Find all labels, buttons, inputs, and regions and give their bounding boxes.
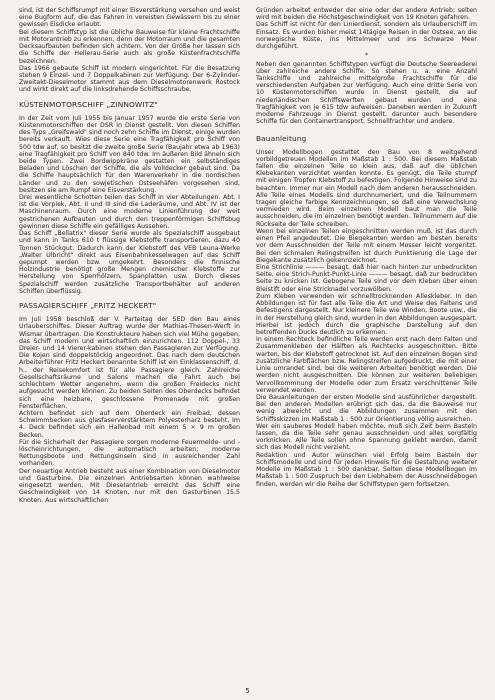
paragraph: In einem Rechteck befindliche Teile werden erst nach dem Falten und Zusammenkleben der Hälften als Rechtecks ausgeschnitten. Bitte warten, bis der Klebstoff getrocknet ist. Auf den einzelnen Bogen sind zusätzliche Farbflächen bzw. Relingstreifen aufgedruckt, die mit einer Linie umrandet sind, bei die weiteren Arbeiten benötigt werden. Die werden nicht ausgeschnitten. Die können zur weiteren beliebigen Vervollkommnung der Modelle oder zum Ersatz verschnittener Teile verwendet werden. [256,336,477,394]
paragraph: Bei diesem Schiffstyp ist die übliche Bauweise für kleine Frachtschiffe mit Motorantrieb zu erkennen, denn der Motorraum und die gesamten Decksaufbauten befinden sich achtern. Von der Größe her lassen sich die Schiffe der Hellerau-Serie auch als große Küstenfrachtschiffe bezeichnen. [19,28,240,65]
section-heading-fritz-heckert: PASSAGIERSCHIFF „FRITZ HECKERT" [19,301,157,311]
text-columns [19,7,477,504]
paragraph: Zum Kleben verwenden wir schnelltrocknenden Alleskleber. In den Abbildungen ist für fast alle Teile die Art und Weise des Faltens und Befestigens dargestellt. Nur kleinere Teile wie Winden, Boote usw., die in der Herstellung gleich sind, wurden in den Abbildungen ausgespart. Hierbei ist jedoch durch die graphische Darstellung auf den betreffenden Ducks deutlich zu erkennen. [256,292,477,336]
paragraph: Eine Strichlinie ——— besagt, daß hier nach hinten zur unbedruckten Seite, eine Strich-Punkt-Punkt-Linie ——— besagt, daß zur bedruckten Seite zu knicken ist. Gebogene Teile sind vor dem Kleben über einen Bleistift oder eine Stricknadel vorzuwölben. [256,264,477,293]
paragraph: Im Juli 1958 beschloß der V. Parteitag der SED den Bau eines Urlauberschiffes. Dieser Auftrag wurde der Mathias-Thesen-Werft in Wismar übertragen. Die Konstrukteure haben sich viel Mühe gegeben, das Schiff modern und wirtschaftlich einzurichten. 112 Doppel-, 33 Dreier- und 14 Vierer-kabinen stehen den Passagieren zur Verfügung. Die Kojen sind doppelstöckig angeordnet. Das nach dem deutschen Arbeiterführer Fritz Heckert benannte Schiff ist ein Einklassenschiff, d. h., der Reisekomfort ist für alle Passagiere gleich. Zahlreiche Gesellschaftsräume und Salons machen die Fahrt auch bei schlechtem Wetter angenehm, wenn die großen Freidecks nicht aufgesucht werden können. Zu beiden Seiten des Oberdecks befindet sich eine heizbare, geschlossene Promenade mit großen Fensterflächen. [19,316,240,410]
paragraph: In der Zeit vom Juli 1955 bis Januar 1957 wurde die erste Serie von Küstenmotorschiffen der DSR in Dienst gestellt. Von diesen Schiffen des Typs „Greifswald" sind noch zehn Schiffe im Dienst, einige wurden bereits verkauft. Wies diese Serie eine Tragfähigkeit pro Schiff von 500 tdw auf, so besitzt die zweite große Serie (Baujahr etwa ab 1963) eine Tragfähigkeit pro Schiff von 840 tdw. Im äußeren Bild ähneln sich beide Typen. Zwei Bordwippkräne gestatten ein selbständiges Beladen und Löschen der Schiffe, die als Volldecker gebaut sind. Da die Schiffe hauptsächlich für den Warenverkehr in die nordischen Länder und zu den sowjetischen Ostseehäfen vorgesehen sind, besitzen sie am Rumpf eine Eisverstärkung. [19,114,240,194]
section-heading-bauanleitung: Bauanleitung [256,133,307,143]
paragraph: Das Schiff „Bellatrix" dieser Serie wurde als Spezialschiff ausgebaut und kann in Tanks 610 t flüssige Klebstoffe transportieren, dazu 40 Tonnen Stückgut. Dadurch kann der Klebstoff des VEB Leuna-Werke „Walter Ulbricht" direkt aus Eisenbahnkesselwagen auf das Schiff gepumpt werden bzw. umgekehrt. Besonders die finnische Holzindustrie benötigt große Mengen chemischer Klebstoffe zur Herstellung von Sperrhölzern, Spanplatten usw. Durch dieses Spezialschiff werden zusätzliche Transportbehälter auf anderen Schiffen überflüssig. [19,230,240,295]
paragraph: Die Bauanleitungen der ersten Modelle sind ausführlicher dargestellt. Bei den anderen Modellen erübrigt sich das, da die Bauweise nur wenig abweicht und die Abbildungen zusammen mit den Schiffsskizzen im Maßstab 1 : 500 zur Orientierung völlig ausreichen. [256,393,477,423]
paragraph: Für die Sicherheit der Passagiere sorgen moderne Feuermelde- und -löscheinrichtungen, die automatisch arbeiten; moderne Rettungsboote und Rettungsinseln sind in ausreichender Zahl vorhanden. [19,438,240,468]
section-heading-zinnowitz: KÜSTENMOTORSCHIFF „ZINNOWITZ" [19,99,158,109]
paragraph: Unser Modellbogen gestattet den Bau von 8 weitgehend vorbildgetreuen Modellen im Maßstab 1 : 500. Bei diesem Maßstab fallen die einzelnen Teile so klein aus, daß auf die üblichen Klebekanten verzichtet werden konnte. Es genügt, die Teile stumpf mit einigen Tropfen Klebstoff zu befestigen. Folgende Hinweise sind zu beachten. Immer nur ein Modell nach dem anderen herausschneiden. Alle Teile eines Modells sind durchnumeriert, und die Teilnummern tragen gleiche farbige Kennzeichnungen, so daß eine Verwechslung vermieden wird. Beim einzelnen Modell baut man die Teile ausschneiden, die im einzelnen benötigt werden. Teilnummern auf die Rückseite der Teile schreiben. [256,148,477,228]
right-column [256,7,477,504]
paragraph: Achtern befindet sich auf dem Oberdeck ein Freibad, dessen Schwimmbecken aus glasfaserverstärktem Polyesterharz besteht. Im 4. Deck befindet sich ein Hallenbad mit einem 5 × 9 m großen Becken. [19,409,240,439]
page-number: 5 [245,687,250,695]
section-separator: * [364,52,369,60]
paragraph: Gründen arbeitet entweder der eine oder der andere Antrieb; selten wird mit beiden die Höchstgeschwindigkeit von 19 Knoten gefahren. [256,7,477,22]
paragraph: sind, ist der Schiffsrumpf mit einer Eisverstärkung versehen und weist eine Bugform auf, die das Fahren in vereisten Gewässern bis zu einer gewissen Eisdicke erlaubt. [19,7,240,29]
paragraph: Wenn bei einzelnen Teilen eingeschnitten werden muß, ist das durch einen Pfeil angedeutet. Die Biegekanten werden am besten bereits vor dem Ausschneiden der Teile mit einem Messer leicht vorgeritzt. Bei den schmalen Relingstreifen ist durch Punktierung die Lage der Biegekante zusätzlich gekennzeichnet. [256,227,477,264]
paragraph: Das 1966 gebaute Schiff ist modern eingerichtet. Für die Besatzung stehen 9 Einzel- und 7 Doppelkabinen zur Verfügung. Der 6-Zylinder-Zweitakt-Dieselmotor stammt aus dem Dieselmotorenwerk Rostock und wirkt direkt auf die linksdrehende Schiffsschraube. [19,64,240,94]
left-column [19,7,240,504]
paragraph: Der neuartige Antrieb besteht aus einer Kombination von Dieselmotor und Gasturbine. Die einzelnen Antriebsarten können wahlweise eingesetzt werden. Mit Dieselantrieb erreicht das Schiff eine Geschwindigkeit von 14 Knoten, nur mit den Gasturbinen 15,5 Knoten. Aus wirtschaftlichen [19,467,240,504]
paragraph: Drei wesentliche Schotten teilen das Schiff in vier Abteilungen. Abt. I ist die Vorpiek, Abt. II und III sind die Laderäume, und Abt. IV ist der Maschinenraum. Durch eine moderne Linienführung der weit gestrichenen Aufbauten und durch den treppenförmigen Schiffsbug gewinnen diese Schiffe ein gefälliges Aussehen. [19,194,240,230]
paragraph: Redaktion und Autor wünschen viel Erfolg beim Basteln der Schiffsmodelle und sind für jeden Hinweis für die Gestaltung weiterer Modelle im Maßstab 1 : 500 dankbar. Selten diese Modellbogen im Maßstab 1 : 500 Zuspruch bei den Liebhabern der Ausschneidebogen finden, werden wir die Reihe der Schiffstypen gern fortsetzen. [256,451,477,488]
paragraph: Neben den genannten Schiffstypen verfügt die Deutsche Seereederei über zahlreiche andere Schiffe. So stehen u. a. eine Anzahl Tankschiffe und zahlreiche mittelgroße Frachtschiffe für die verschiedensten Aufgaben zur Verfügung. Auch eine dritte Serie von 10 Küstenmotorschiffen wurde in Dienst gestellt, die auf niederländischen Schiffswerften gebaut wurden und eine Tragfähigkeit von je 615 tdw aufweisen. Daneben werden in Zukunft moderne Fahrzeuge in Dienst gestellt, darunter auch besondere Schiffe für den Containertransport, Schnellfrachter und andere. [256,60,477,126]
paragraph: Wer ein sauberes Modell haben möchte, muß sich Zeit beim Basteln lassen, da die Teile sehr genau ausschneiden und alles sorgfältig vorknicken. Alle Teile sollen ohne Spannung geklebt werden, damit sich das Modell nicht verzieht. [256,422,477,452]
paragraph: Das Schiff ist nicht für den Linierdienst, sondern als Urlauberschiff im Einsatz. Es wurden bisher meist 14tägige Reisen in der Ostsee, an die norwegische Küste, ins Mittelmeer und ins Schwarze Meer durchgeführt. [256,21,477,51]
